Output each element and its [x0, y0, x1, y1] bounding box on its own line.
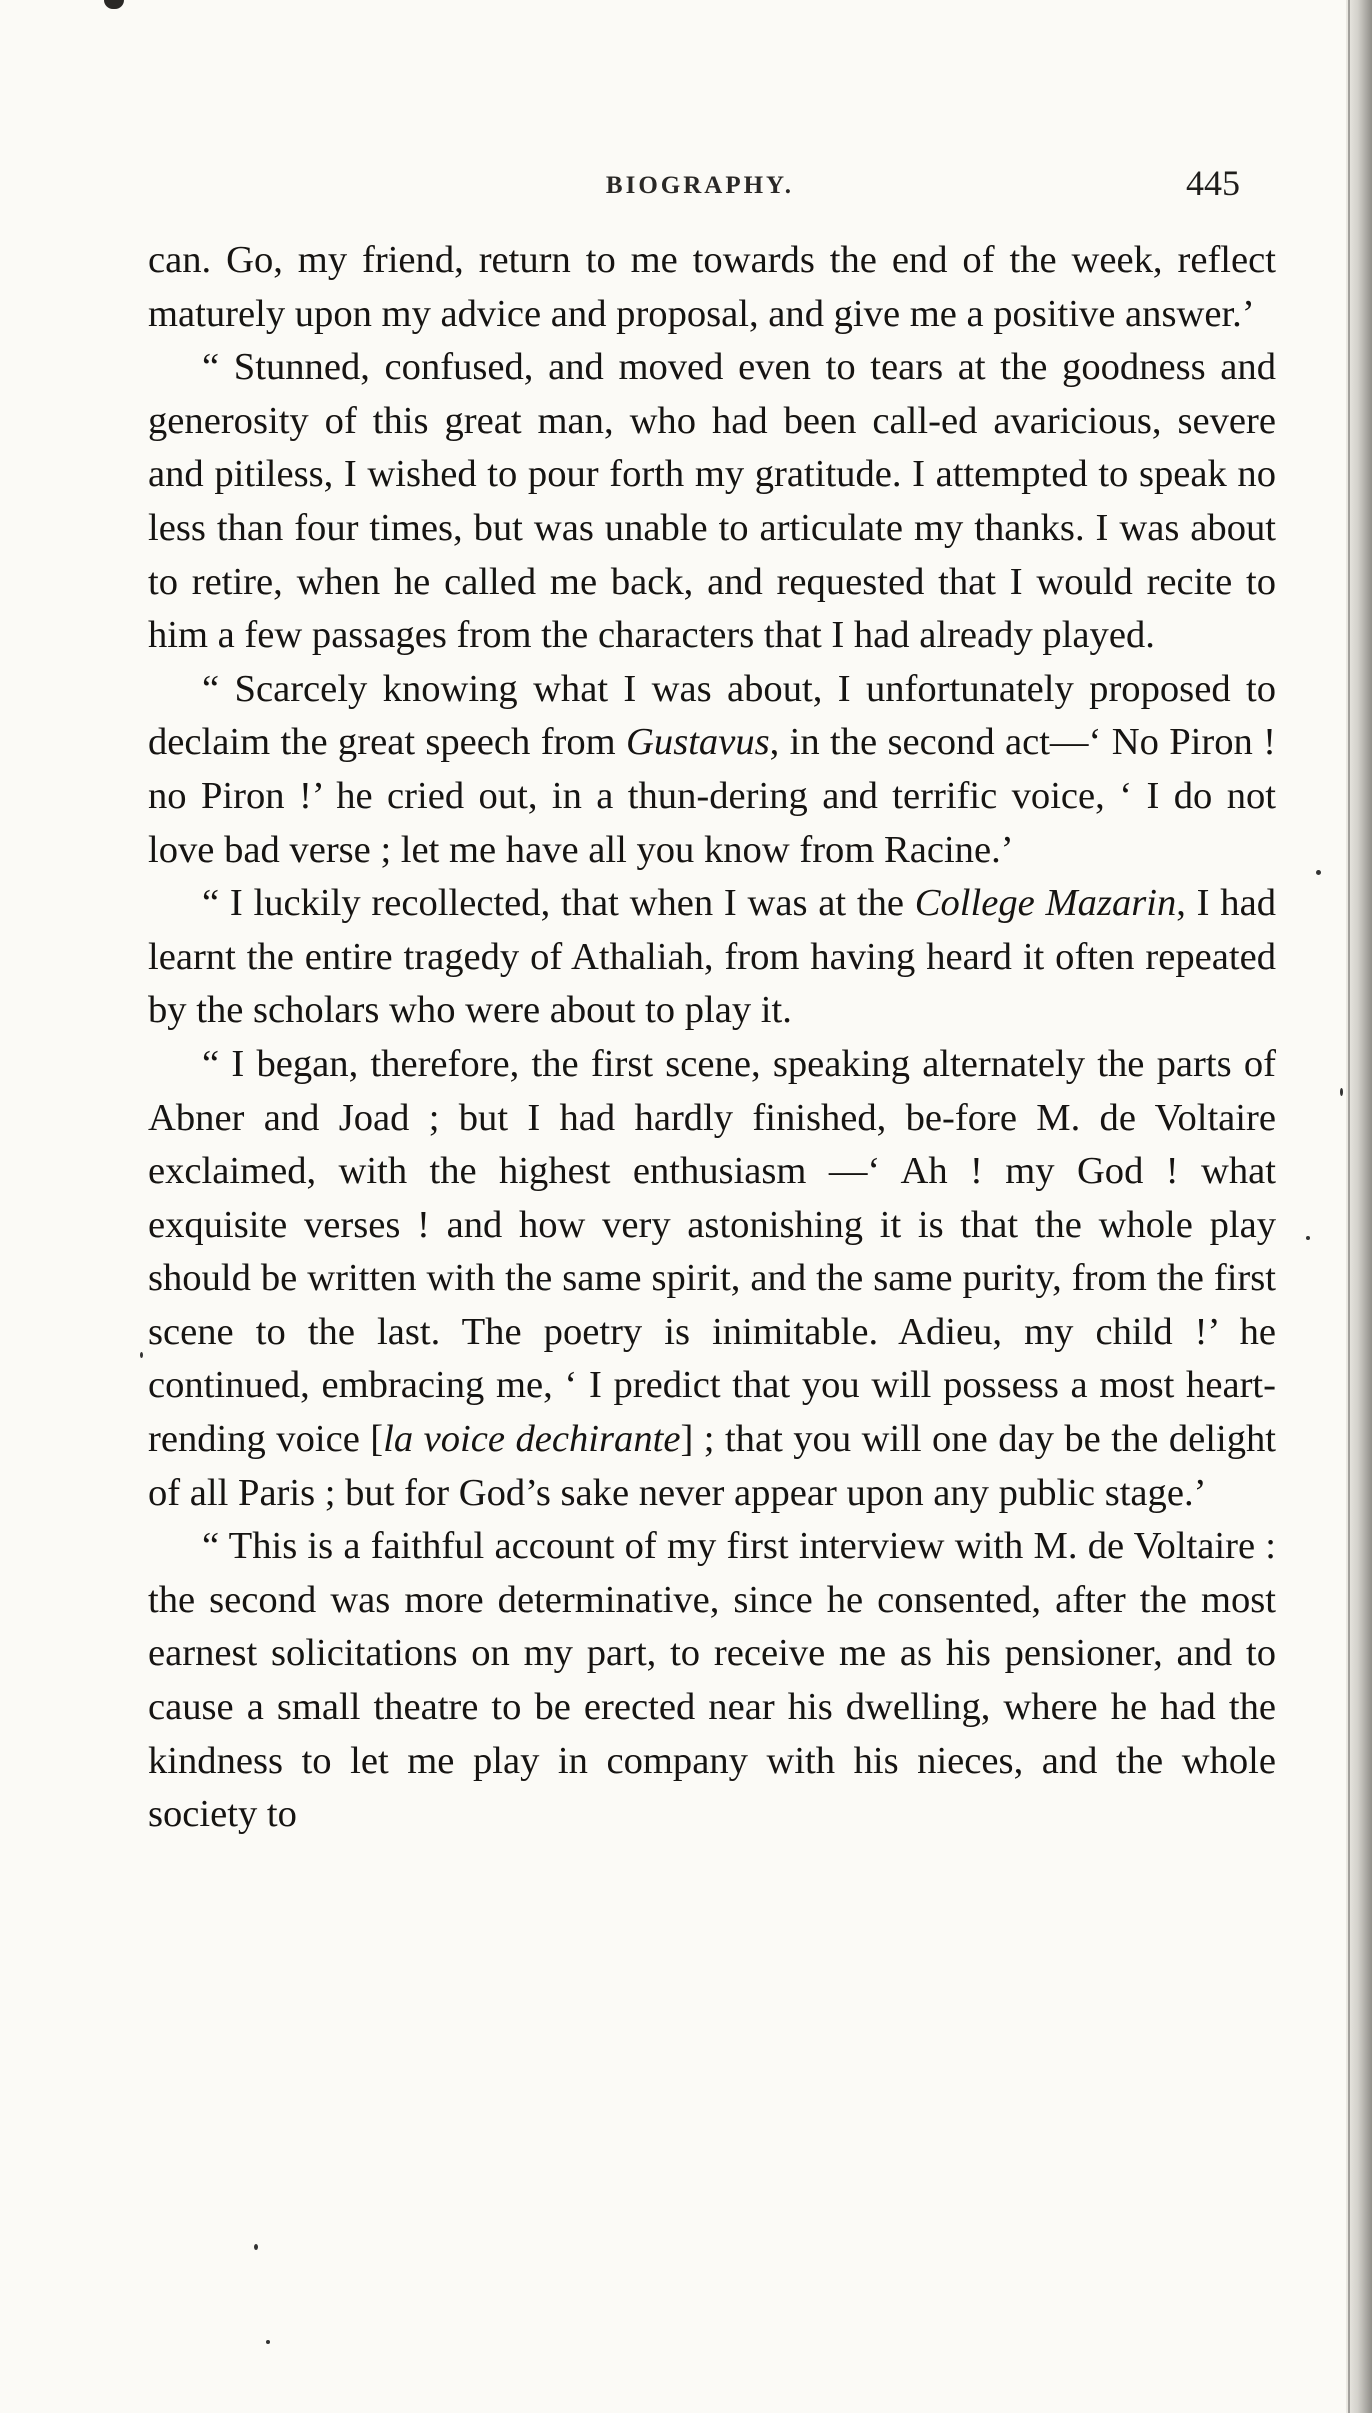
page-edge-line — [1348, 0, 1350, 2413]
text-run: “ Scarcely knowing what I was about, I unfortunately proposed to declaim the great speech from — [148, 667, 1276, 764]
paragraph-4 — [148, 877, 1276, 1038]
paragraph-3 — [148, 663, 1276, 877]
italic-phrase: Gustavus — [626, 721, 770, 764]
binding-mark — [104, 0, 124, 9]
paragraph-5 — [148, 1038, 1276, 1520]
body-text — [148, 234, 1276, 1842]
text-run: can. Go, my friend, return to me towards the end of the week, reflect maturely upon my advice and proposal, and give me a positive answer.’ — [148, 239, 1276, 335]
italic-phrase: la voice dechirante — [383, 1418, 681, 1461]
italic-phrase: College Mazarin — [914, 882, 1177, 925]
paragraph-6 — [148, 1520, 1276, 1842]
text-run: , I had learnt the entire tragedy of Athaliah, from having heard it often repeated by the scholars who were about to play it. — [148, 882, 1276, 1032]
text-run: “ I luckily recollected, that when I was at the — [202, 882, 915, 925]
running-title: BIOGRAPHY. — [605, 172, 795, 199]
text-run: ] ; that you will one day be the delight of all Paris ; but for God’s sake never appear upon any public stage.’ — [148, 1418, 1276, 1514]
text-run: , in the second act—‘ No Piron ! no Piron !’ he cried out, in a thun-dering and terrific voice, ‘ I do not love bad verse ; let me have all you know from Racine.’ — [148, 721, 1276, 871]
paragraph-1 — [148, 234, 1276, 341]
running-head — [150, 163, 1250, 212]
page-number: 445 — [1186, 163, 1240, 203]
text-run: “ I began, therefore, the first scene, speaking alternately the parts of Abner and Joad ; but I had hardly finished, be-fore M. de Voltaire exclaimed, with the highest enthusiasm —‘ Ah ! my God ! what exquisite verses ! and how very astonishing it is that the whole play should be written with the same spirit, and the same purity, from the first scene to the last. The poetry is inimitable. Adieu, my child !’ he continued, embracing me, ‘ I predict that you will possess a most heart-rending voice [ — [148, 1042, 1276, 1461]
paragraph-2 — [148, 341, 1276, 663]
text-run: “ This is a faithful account of my first interview with M. de Voltaire : the second was more determinative, since he consented, after the most earnest solicitations on my part, to receive me as his pensioner, and to cause a small theatre to be erected near his dwelling, where he had the kindness to let me play in company with his nieces, and the whole society to — [148, 1525, 1276, 1836]
text-run: “ Stunned, confused, and moved even to tears at the goodness and generosity of this great man, who had been call-ed avaricious, severe and pitiless, I wished to pour forth my gratitude. I attempted to speak no less than four times, but was unable to articulate my thanks. I was about to retire, when he called me back, and requested that I would recite to him a few passages from the characters that I had already played. — [148, 346, 1276, 657]
